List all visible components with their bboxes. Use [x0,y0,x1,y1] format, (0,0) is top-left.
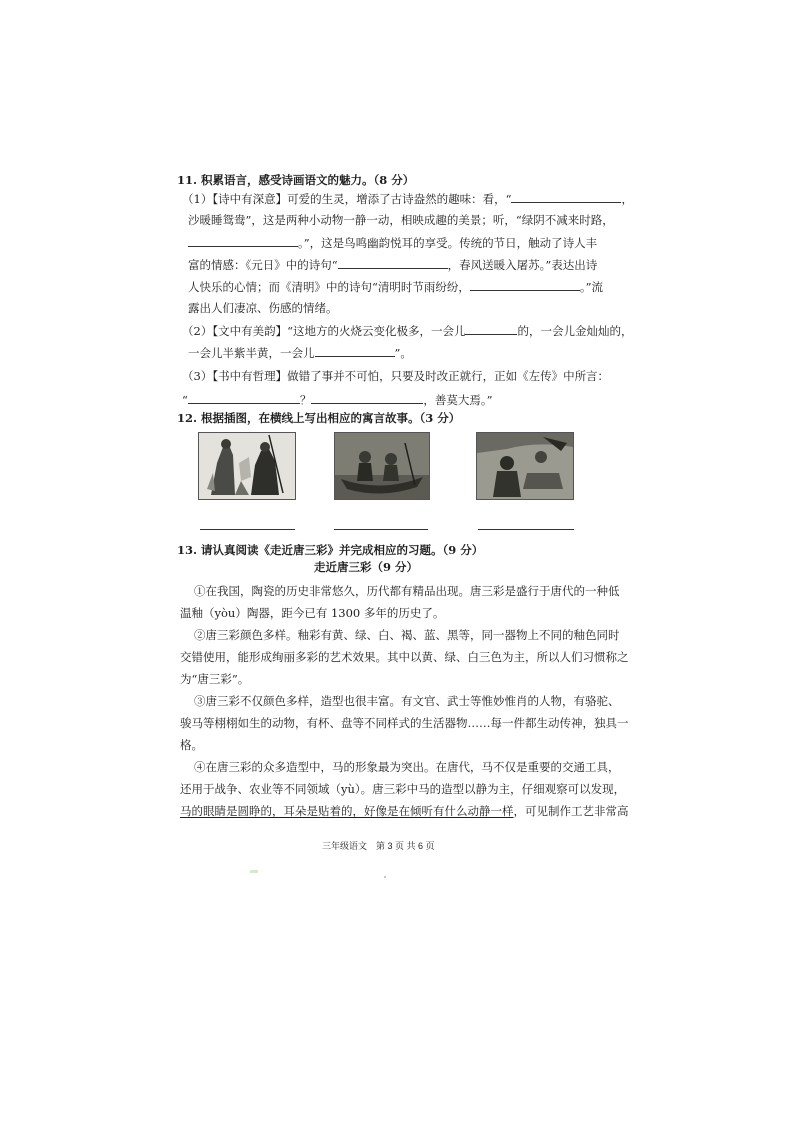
answer-blank[interactable] [470,278,580,291]
q11-part1-line5: 人快乐的心情；而《清明》中的诗句“清明时节雨纷纷， 。”流 [188,280,604,294]
para1-line2: 温釉（yòu）陶器，距今已有 1300 多年的历史了。 [180,606,445,620]
scan-speck [384,876,386,878]
para3-line1: ③唐三彩不仅颜色多样，造型也很丰富。有文官、武士等惟妙惟肖的人物，有骆驼、 [194,694,620,708]
answer-blank[interactable] [315,344,395,357]
article-title: 走近唐三彩（9 分） [314,560,419,574]
q11-part1-line6: 露出人们凄凉、伤感的情绪。 [188,301,338,315]
para4-line3: 马的眼睛是圆睁的，耳朵是贴着的，好像是在倾听有什么动静一样，可见制作工艺非常高 [180,804,629,818]
page-footer: 三年级语文 第 3 页 共 6 页 [322,841,435,851]
q11-part1-line1: （1）【诗中有深意】可爱的生灵，增添了古诗盎然的趣味：看，“ ， [182,192,633,206]
q13-title: 13. 请认真阅读《走近唐三彩》并完成相应的习题。（9 分） [177,543,484,557]
q11-title: 11. 积累语言，感受诗画语文的魅力。（8 分） [177,173,415,187]
figures-arguing-illustration [199,433,295,499]
q11-part1-line2: 沙暖睡鸳鸯”，这是两种小动物一静一动，相映成趣的美景；听，“绿阴不减来时路， [188,213,614,227]
para1-line1: ①在我国，陶瓷的历史非常悠久，历代都有精品出现。唐三彩是盛行于唐代的一种低 [194,584,620,598]
para2-line1: ②唐三彩颜色多样。釉彩有黄、绿、白、褐、蓝、黑等，同一器物上不同的釉色同时 [194,628,620,642]
q11-part3-line2: “ ？ ，善莫大焉。” [182,393,493,407]
illustration-fable-1 [198,432,296,500]
fable-answer-line-2[interactable] [334,528,428,530]
scan-speck [250,870,258,873]
q11-part3-line1: （3）【书中有哲理】做错了事并不可怕，只要及时改正就行，正如《左传》中所言： [182,369,610,383]
answer-blank[interactable] [465,322,517,335]
q11-part1-line3: 。”，这是鸟鸣幽韵悦耳的享受。传统的节日，触动了诗人丰 [188,234,597,251]
answer-blank[interactable] [188,391,300,404]
para2-line2: 交错使用，能形成绚丽多彩的艺术效果。其中以黄、绿、白三色为主，所以人们习惯称之 [180,650,629,664]
fable-answer-line-1[interactable] [200,528,295,530]
illustration-fable-3 [476,432,574,500]
para3-line3: 格。 [180,738,203,752]
q11-part2-line1: （2）【文中有美韵】“这地方的火烧云变化极多，一会儿 的，一会儿金灿灿的， [182,324,633,338]
answer-blank[interactable] [511,190,621,203]
answer-blank[interactable] [338,256,448,269]
para4-line2: 还用于战争、农业等不同领域（yù）。唐三彩中马的造型以静为主，仔细观察可以发现， [180,782,626,796]
answer-blank[interactable] [311,391,423,404]
q11-part1-line4: 富的情感：《元日》中的诗句“ ，春风送暖入屠苏。”表达出诗 [188,258,598,272]
underlined-sentence: 马的眼睛是圆睁的，耳朵是贴着的，好像是在倾听有什么动静一样 [180,804,514,818]
boat-scene-illustration [335,433,429,499]
q11-part2-line2: 一会儿半紫半黄，一会儿 ”。 [188,346,412,360]
para3-line2: 骏马等栩栩如生的动物，有杯、盘等不同样式的生活器物……每一件都生动传神，独具一 [180,716,629,730]
para4-line1: ④在唐三彩的众多造型中，马的形象最为突出。在唐代，马不仅是重要的交通工具， [194,760,620,774]
fable-answer-line-3[interactable] [478,528,574,530]
illustration-fable-2 [334,432,430,500]
para2-line3: 为“唐三彩”。 [180,672,250,686]
answer-blank[interactable] [188,234,298,247]
q12-title: 12. 根据插图，在横线上写出相应的寓言故事。（3 分） [177,411,461,425]
warrior-scene-illustration [477,433,573,499]
